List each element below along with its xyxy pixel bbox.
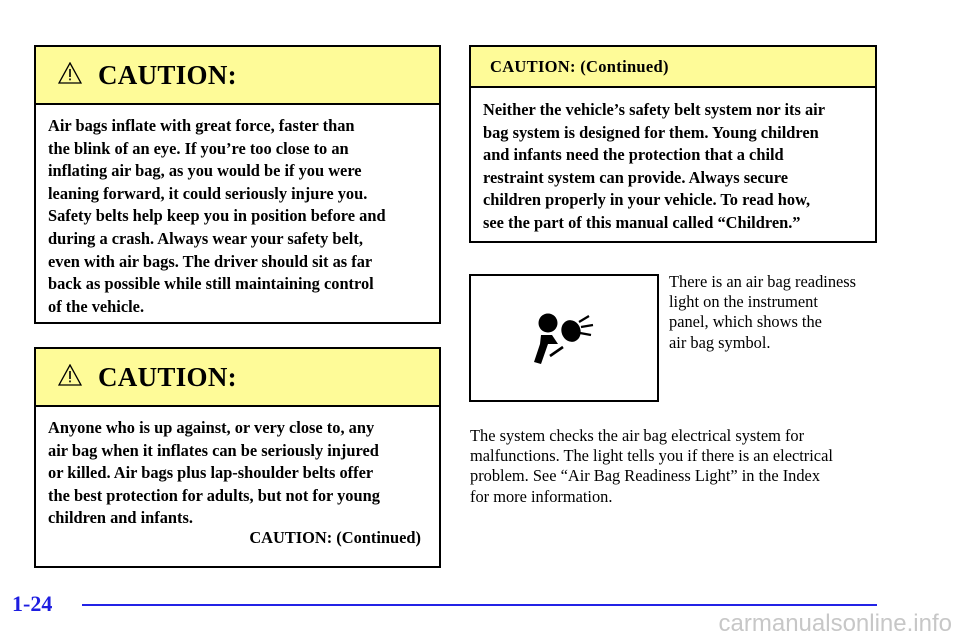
footer-divider — [82, 604, 877, 606]
caution-header — [36, 349, 439, 407]
caution-body: Neither the vehicle’s safety belt system nor its air bag system is designed for them. Young children and infants need the protection that a child restraint system can provide. Always secure children properly in your vehicle. To read how, see the part of this manual called “Children.” — [483, 100, 826, 232]
caution-header — [471, 47, 875, 88]
readiness-light-text: There is an air bag readiness light on the instrument panel, which shows the air bag symbol. — [669, 272, 857, 352]
watermark: carmanualsonline.info — [718, 610, 952, 637]
caution-header — [36, 47, 439, 105]
caution-title: CAUTION: — [98, 59, 237, 90]
system-check-text: The system checks the air bag electrical system for malfunctions. The light tells you if there is an electrical problem. See “Air Bag Readiness Light” in the Index for more information. — [470, 426, 833, 506]
page-number: 1-24 — [12, 591, 53, 616]
air-bag-symbol-icon — [531, 306, 597, 366]
caution-title: CAUTION: — [98, 361, 237, 392]
warning-triangle-icon — [58, 62, 82, 89]
caution-continued-label: CAUTION: (Continued) — [249, 528, 421, 547]
caution-title: CAUTION: (Continued) — [490, 56, 669, 76]
caution-box-continued — [469, 45, 877, 243]
caution-body: Anyone who is up against, or very close to, any air bag when it inflates can be seriously injured or killed. Air bags plus lap-shoulder belts offer the best protection for adults, but not for young children and infants. — [48, 418, 380, 528]
air-bag-symbol-frame — [469, 274, 659, 402]
warning-triangle-icon — [58, 364, 82, 391]
caution-box-airbag-force — [34, 45, 441, 324]
caution-box-close-to-airbag — [34, 347, 441, 568]
caution-body: Air bags inflate with great force, faster than the blink of an eye. If you’re too close to an inflating air bag, as you would be if you were leaning forward, it could seriously injure you. Safety belts help keep you in position before and during a crash. Always wear your safety belt, even with air bags. The driver should sit as far back as possible while still maintaining control of the vehicle. — [48, 116, 386, 316]
